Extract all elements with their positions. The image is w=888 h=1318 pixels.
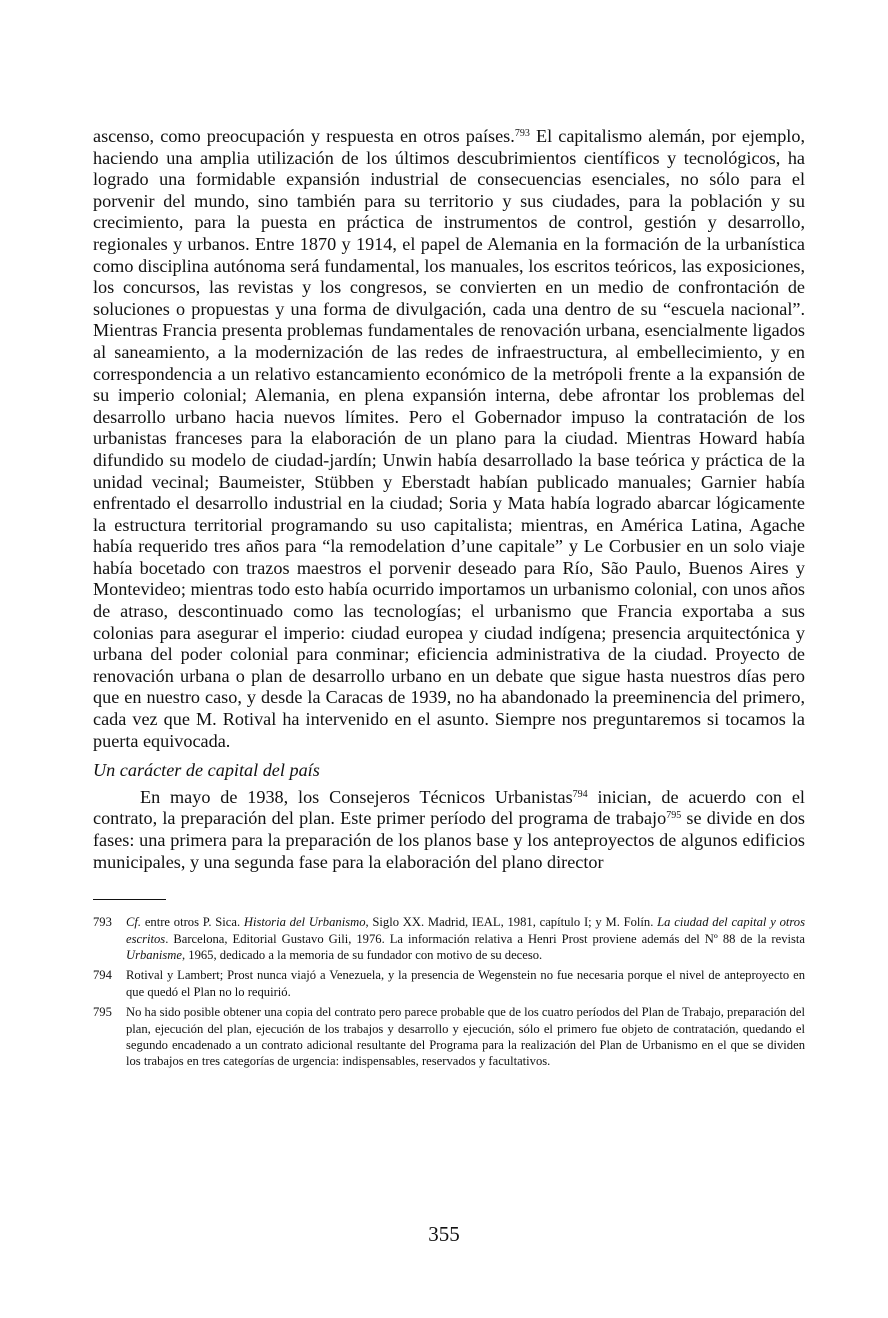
page-content — [93, 126, 805, 1074]
paragraph-text: En mayo de 1938, los Consejeros Técnicos Urbanistas — [140, 786, 573, 807]
footnotes — [93, 914, 805, 1070]
footnote-reference-794[interactable]: 794 — [572, 788, 588, 800]
body-paragraph-1 — [93, 126, 805, 752]
footnote-number: 795 — [93, 1005, 112, 1020]
footnote-text: , Siglo XX. Madrid, IEAL, 1981, capítulo I; y M. Folín. — [365, 915, 658, 930]
footnote-text: No ha sido posible obtener una copia del contrato pero parece probable que de los cuatro períodos del Plan de Trabajo, preparación del plan, ejecución del plan, ejecución de los trabajos y desarrollo y ejecución, sólo el primero fue objeto de contratación, quedando el segundo encadenado a un contrato adicional resultante del Programa para la realización del Plan de Urbanismo en el que se dividen los trabajos en tres categorías de urgencia: indispensables, reservados y facultativos. — [126, 1005, 805, 1069]
footnote-793 — [93, 914, 805, 963]
footnote-text: , 1965, dedicado a la memoria de su fundador con motivo de su deceso. — [181, 948, 543, 962]
footnote-text: Rotival y Lambert; Prost nunca viajó a Venezuela, y la presencia de Wegenstein no fue necesaria porque el nivel de anteproyecto en que quedó el Plan no lo requirió. — [126, 968, 805, 999]
body-paragraph-2 — [93, 787, 805, 873]
footnote-reference-793[interactable]: 793 — [514, 128, 530, 139]
footnote-reference-795[interactable]: 795 — [666, 810, 682, 822]
page-number: 355 — [428, 1222, 460, 1246]
footnote-divider — [93, 899, 166, 900]
footnote-number: 793 — [93, 915, 112, 930]
footnote-794 — [93, 967, 805, 1000]
footnote-text: . Barcelona, Editorial Gustavo Gili, 1976. La información relativa a Henri Prost proviene además del Nº 88 de la revista — [165, 931, 805, 946]
footnote-text: entre otros P. Sica. — [141, 915, 244, 930]
paragraph-text: inician, de acuerdo con el contrato, la preparación del plan. Este primer período del programa de trabajo — [93, 786, 805, 829]
footnote-number: 794 — [93, 968, 112, 983]
paragraph-text: se divide en dos fases: una primera para la preparación de los planos base y los anteproyectos de algunos edificios municipales, y una segunda fase para la elaboración del plano director — [93, 808, 805, 872]
footnote-text: Urbanisme — [126, 948, 182, 962]
paragraph-text: ascenso, como preocupación y respuesta en otros países. — [93, 126, 515, 146]
footnote-text: Cf. — [126, 915, 142, 930]
section-heading: Un carácter de capital del país — [93, 760, 320, 781]
footnote-text: La ciudad del capital y otros escritos — [126, 915, 805, 946]
footnote-text: Historia del Urbanismo — [243, 915, 366, 930]
footnote-795 — [93, 1004, 805, 1070]
paragraph-text: El capitalismo alemán, por ejemplo, haciendo una amplia utilización de los últimos descubrimientos científicos y tecnológicos, ha logrado una formidable expansión industrial de consecuencias esenciales, no sólo para el porvenir del mundo, sino también para su territorio y sus ciudades, para la población y su crecimiento, para la puesta en práctica de instrumentos de control, gestión y desarrollo, regionales y urbanos. Entre 1870 y 1914, el papel de Alemania en la formación de la urbanística como disciplina autónoma será fundamental, los manuales, los escritos teóricos, las exposiciones, los concursos, las revistas y los congresos, se convierten en un medio de confrontación de soluciones o propuestas y una forma de divulgación, cada una dentro de su “escuela nacional”. Mientras Francia presenta problemas fundamentales de renovación urbana, esencialmente ligados al saneamiento, a la modernización de las redes de infraestructura, al embellecimiento, y en correspondencia a un relativo estancamiento económico de la metrópoli frente a la expansión de su imperio colonial; Alemania, en plena expansión interna, debe afrontar los problemas del desarrollo urbano hacia nuevos límites. Pero el Gobernador impuso la contratación de los urbanistas franceses para la elaboración de un plano para la ciudad. Mientras Howard había difundido su modelo de ciudad-jardín; Unwin había desarrollado la base teórica y práctica de la unidad vecinal; Baumeister, Stübben y Eberstadt habían publicado manuales; Garnier había enfrentado el desarrollo industrial en la ciudad; Soria y Mata había logrado abarcar lógicamente la estructura territorial programando su uso capitalista; mientras, en América Latina, Agache había requerido tres años para “la remodelation d’une capitale” y Le Corbusier en un solo viaje había bocetado con trazos maestros el porvenir deseado para Río, São Paulo, Buenos Aires y Montevideo; mientras todo esto había ocurrido importamos un urbanismo colonial, con unos años de atraso, descontinuado como las tecnologías; el urbanismo que Francia exportaba a sus colonias para asegurar el imperio: ciudad europea y ciudad indígena; presencia arquitectónica y urbana del poder colonial para conminar; eficiencia administrativa de la ciudad. Proyecto de renovación urbana o plan de desarrollo urbano en un debate que sigue hasta nuestros días pero que en nuestro caso, y desde la Caracas de 1939, no ha abandonado la preeminencia del primero, cada vez que M. Rotival ha intervenido en el asunto. Siempre nos preguntaremos si tocamos la puerta equivocada. — [93, 126, 805, 751]
